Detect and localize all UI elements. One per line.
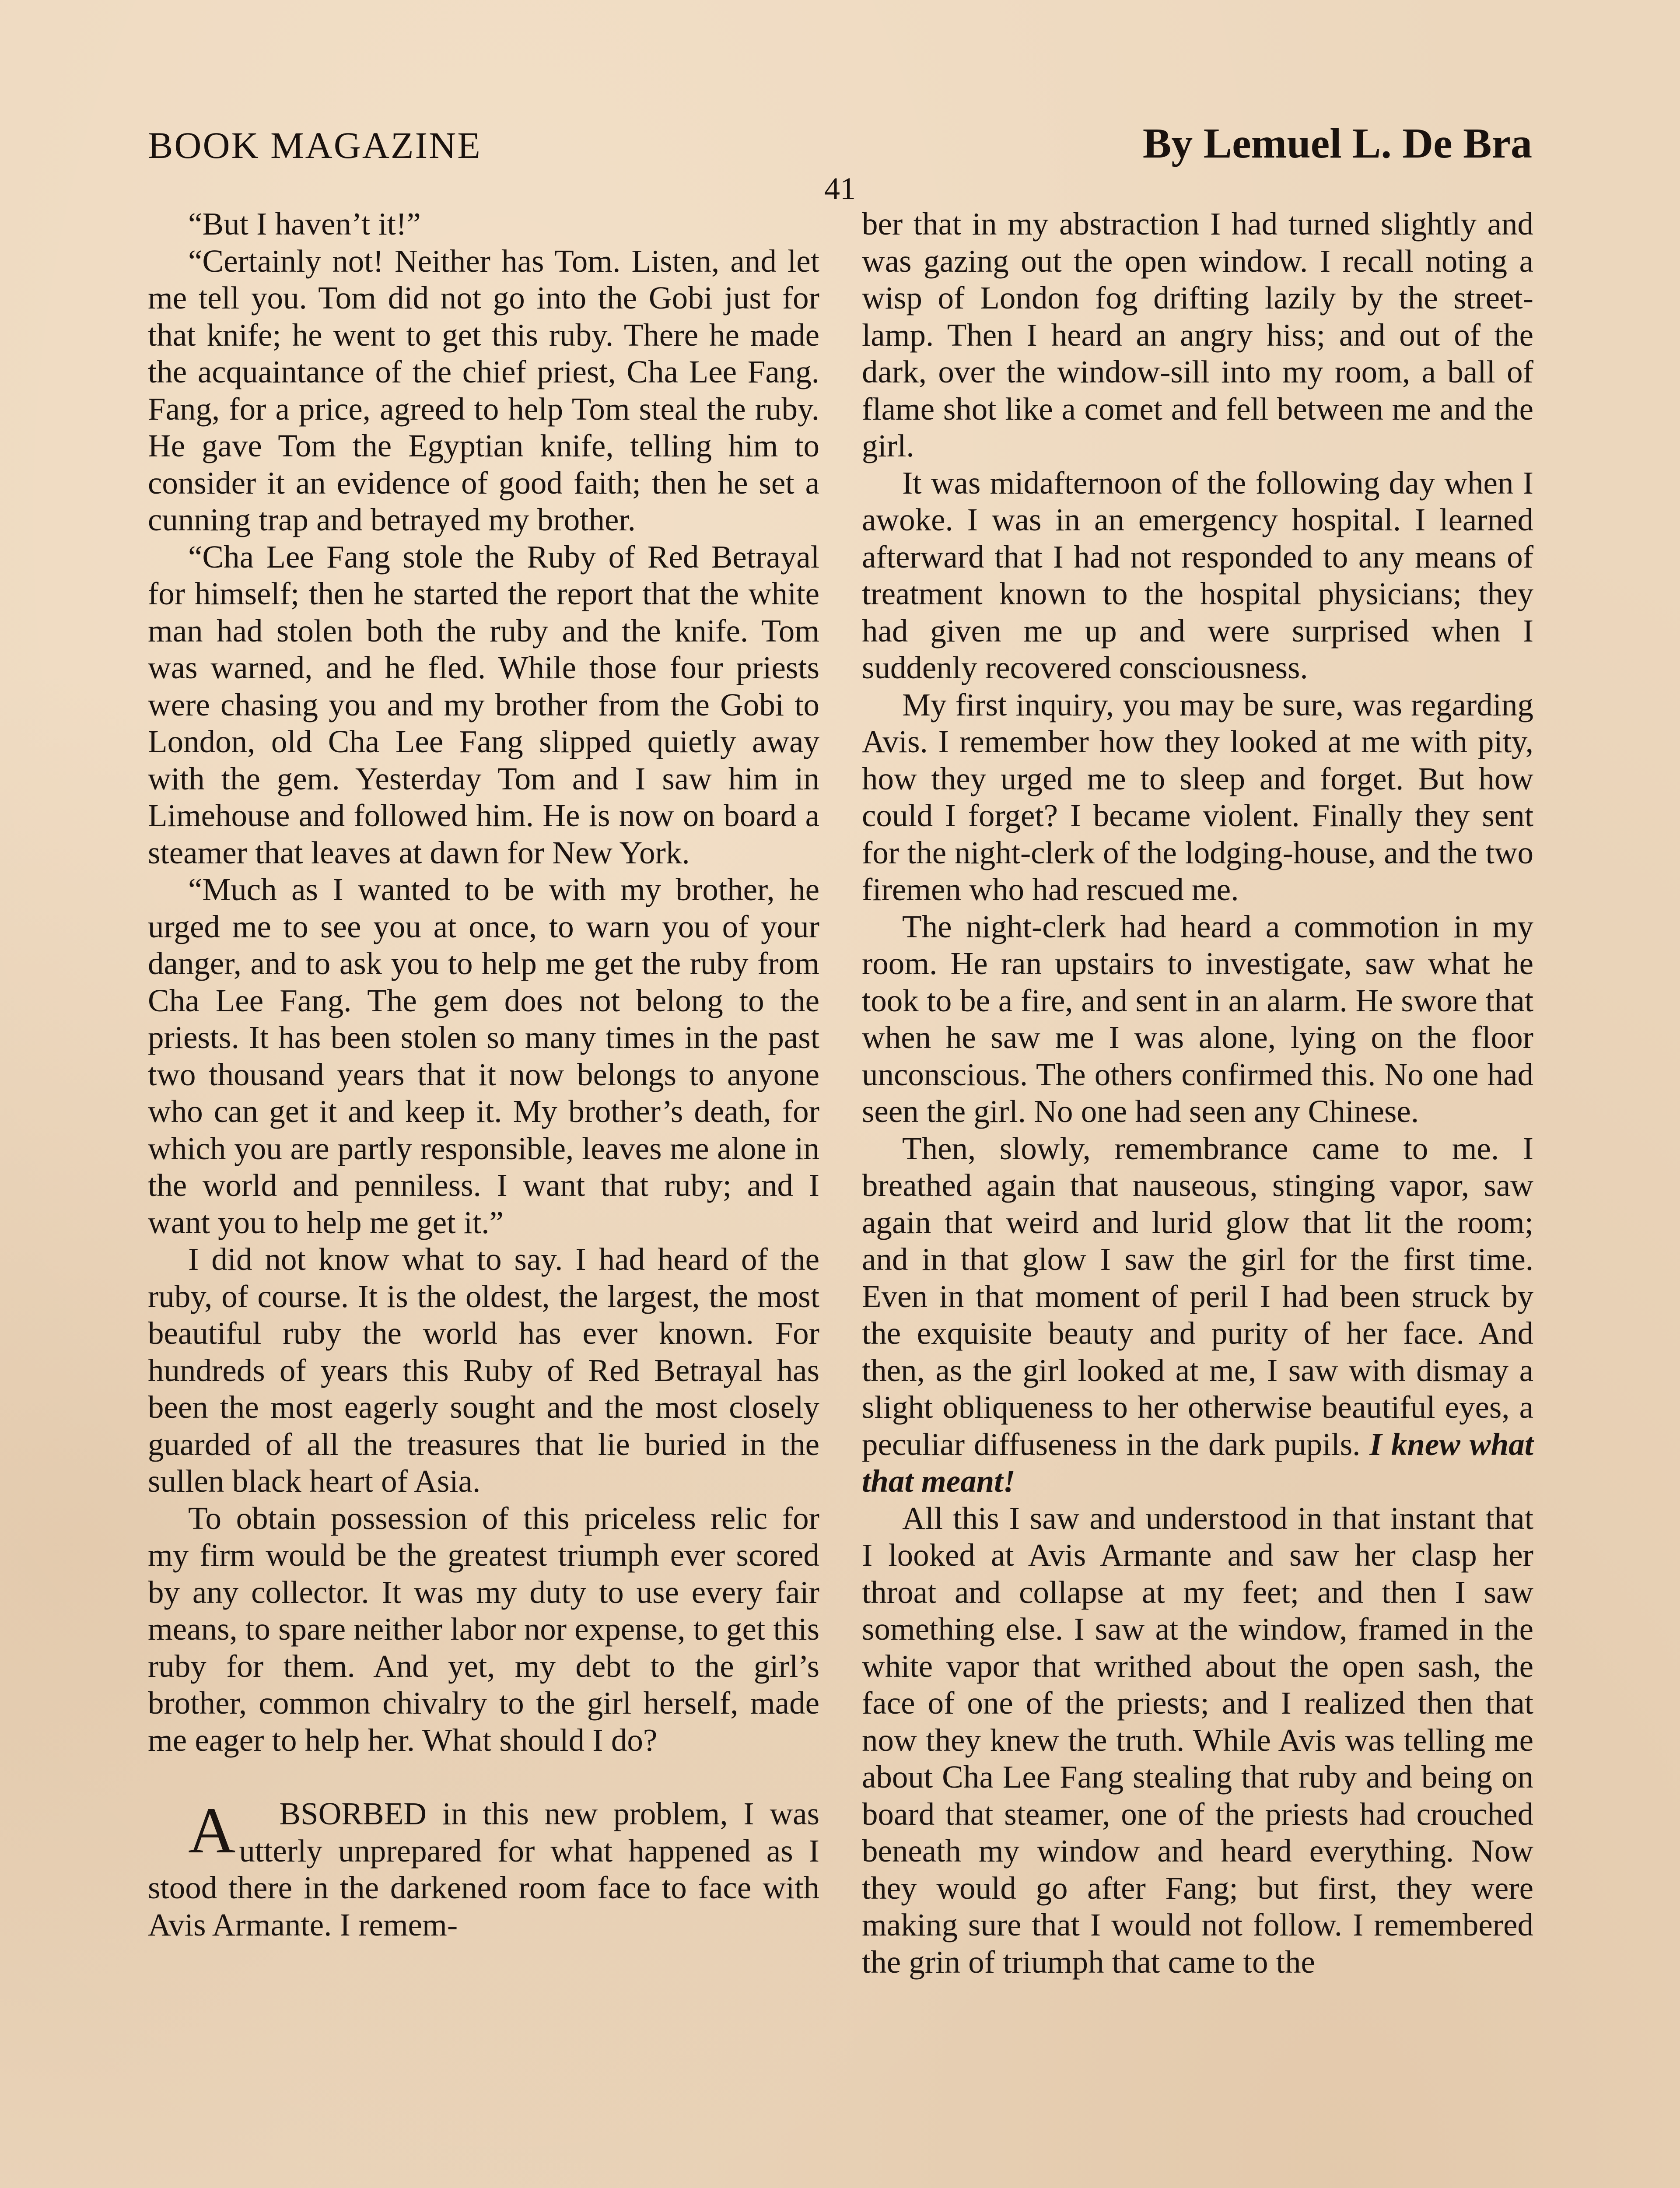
paragraph: “But I haven’t it!”: [188, 206, 421, 242]
page-number: 41: [824, 171, 856, 206]
left-column: [148, 206, 819, 1943]
italic-emphasis: I knew what that meant!: [862, 1426, 1533, 1499]
dropcap-paragraph: [148, 1795, 819, 1943]
paragraph: It was midafternoon of the following day when I awoke. I was in an emergency hospital. I learned afterward that I had not responded to any means of treatment known to the hospital physicians; they had given me up and were surprised when I suddenly recovered consciousness.: [862, 465, 1533, 685]
paragraph: “Much as I wanted to be with my brother, he urged me to see you at once, to warn you of your danger, and to ask you to help me get the ruby from Cha Lee Fang. The gem does not belong to the priests. It has been stolen so many times in the past two thousand years that it now belongs to anyone who can get it and keep it. My brother’s death, for which you are partly responsible, leaves me alone in the world and penniless. I want that ruby; and I want you to help me get it.”: [148, 872, 819, 1240]
paragraph: The night-clerk had heard a commotion in my room. He ran upstairs to investigate, saw what he took to be a fire, and sent in an alarm. He swore that when he saw me I was alone, lying on the floor unconscious. The others confirmed this. No one had seen the girl. No one had seen any Chinese.: [862, 908, 1533, 1129]
paragraph: My first inquiry, you may be sure, was regarding Avis. I remember how they looked at me with pity, how they urged me to sleep and forget. But how could I forget? I became violent. Finally they sent for the night-clerk of the lodging-house, and the two firemen who had rescued me.: [862, 687, 1533, 907]
author-byline: By Lemuel L. De Bra: [1142, 120, 1532, 167]
drop-cap: A: [188, 1794, 236, 1867]
remembrance-text: Then, slowly, remembrance came to me. I breathed again that nauseous, stinging vapor, saw again that weird and lurid glow that lit the room; and in that glow I saw the girl for the first time. Even in that moment of peril I had been struck by the exquisite beauty and purity of her face. And then, as the girl looked at me, I saw with dismay a slight obliqueness to her otherwise beautiful eyes, a peculiar diffuseness in the dark pupils.: [862, 1130, 1533, 1462]
dropcap-text: BSORBED in this new problem, I was utterly unprepared for what happened as I stood there in the darkened room face to face with Avis Armante. I remem-: [148, 1796, 819, 1943]
paragraph: I did not know what to say. I had heard of the ruby, of course. It is the oldest, the largest, the most beautiful ruby the world has ever known. For hundreds of years this Ruby of Red Betrayal has been the most eagerly sought and the most closely guarded of all the treasures that lie buried in the sullen black heart of Asia.: [148, 1241, 819, 1499]
paragraph: To obtain possession of this priceless relic for my firm would be the greatest triumph ever scored by any collector. It was my duty to use every fair means, to spare neither labor nor expense, to get this ruby for them. And yet, my debt to the girl’s brother, common chivalry to the girl herself, made me eager to help her. What should I do?: [148, 1500, 819, 1758]
paragraph-continuation: ber that in my abstraction I had turned slightly and was gazing out the open window. I recall noting a wisp of London fog drifting lazily by the street-lamp. Then I heard an angry hiss; and out of the dark, over the window-sill into my room, a ball of flame shot like a comet and fell between me and the girl.: [862, 206, 1533, 463]
paragraph-remembrance: [862, 1130, 1533, 1500]
paragraph: “Cha Lee Fang stole the Ruby of Red Betrayal for himself; then he started the report that the white man had stolen both the ruby and the knife. Tom was warned, and he fled. While those four priests were chasing you and my brother from the Gobi to London, old Cha Lee Fang slipped quietly away with the gem. Yesterday Tom and I saw him in Limehouse and followed him. He is now on board a steamer that leaves at dawn for New York.: [148, 539, 819, 870]
publication-title: BOOK MAGAZINE: [148, 124, 482, 166]
paragraph: All this I saw and understood in that instant that I looked at Avis Armante and saw her clasp her throat and collapse at my feet; and then I saw something else. I saw at the window, framed in the white vapor that writhed about the open sash, the face of one of the priests; and I realized then that now they knew the truth. While Avis was telling me about Cha Lee Fang stealing that ruby and being on board that steamer, one of the priests had crouched beneath my window and heard everything. Now they would go after Fang; but first, they were making sure that I would not follow. I remembered the grin of triumph that came to the: [862, 1500, 1533, 1980]
right-column: [862, 206, 1533, 1981]
paragraph: “Certainly not! Neither has Tom. Listen, and let me tell you. Tom did not go into the Gobi just for that knife; he went to get this ruby. There he made the acquaintance of the chief priest, Cha Lee Fang. Fang, for a price, agreed to help Tom steal the ruby. He gave Tom the Egyptian knife, telling him to consider it an evidence of good faith; then he set a cunning trap and betrayed my brother.: [148, 243, 819, 537]
